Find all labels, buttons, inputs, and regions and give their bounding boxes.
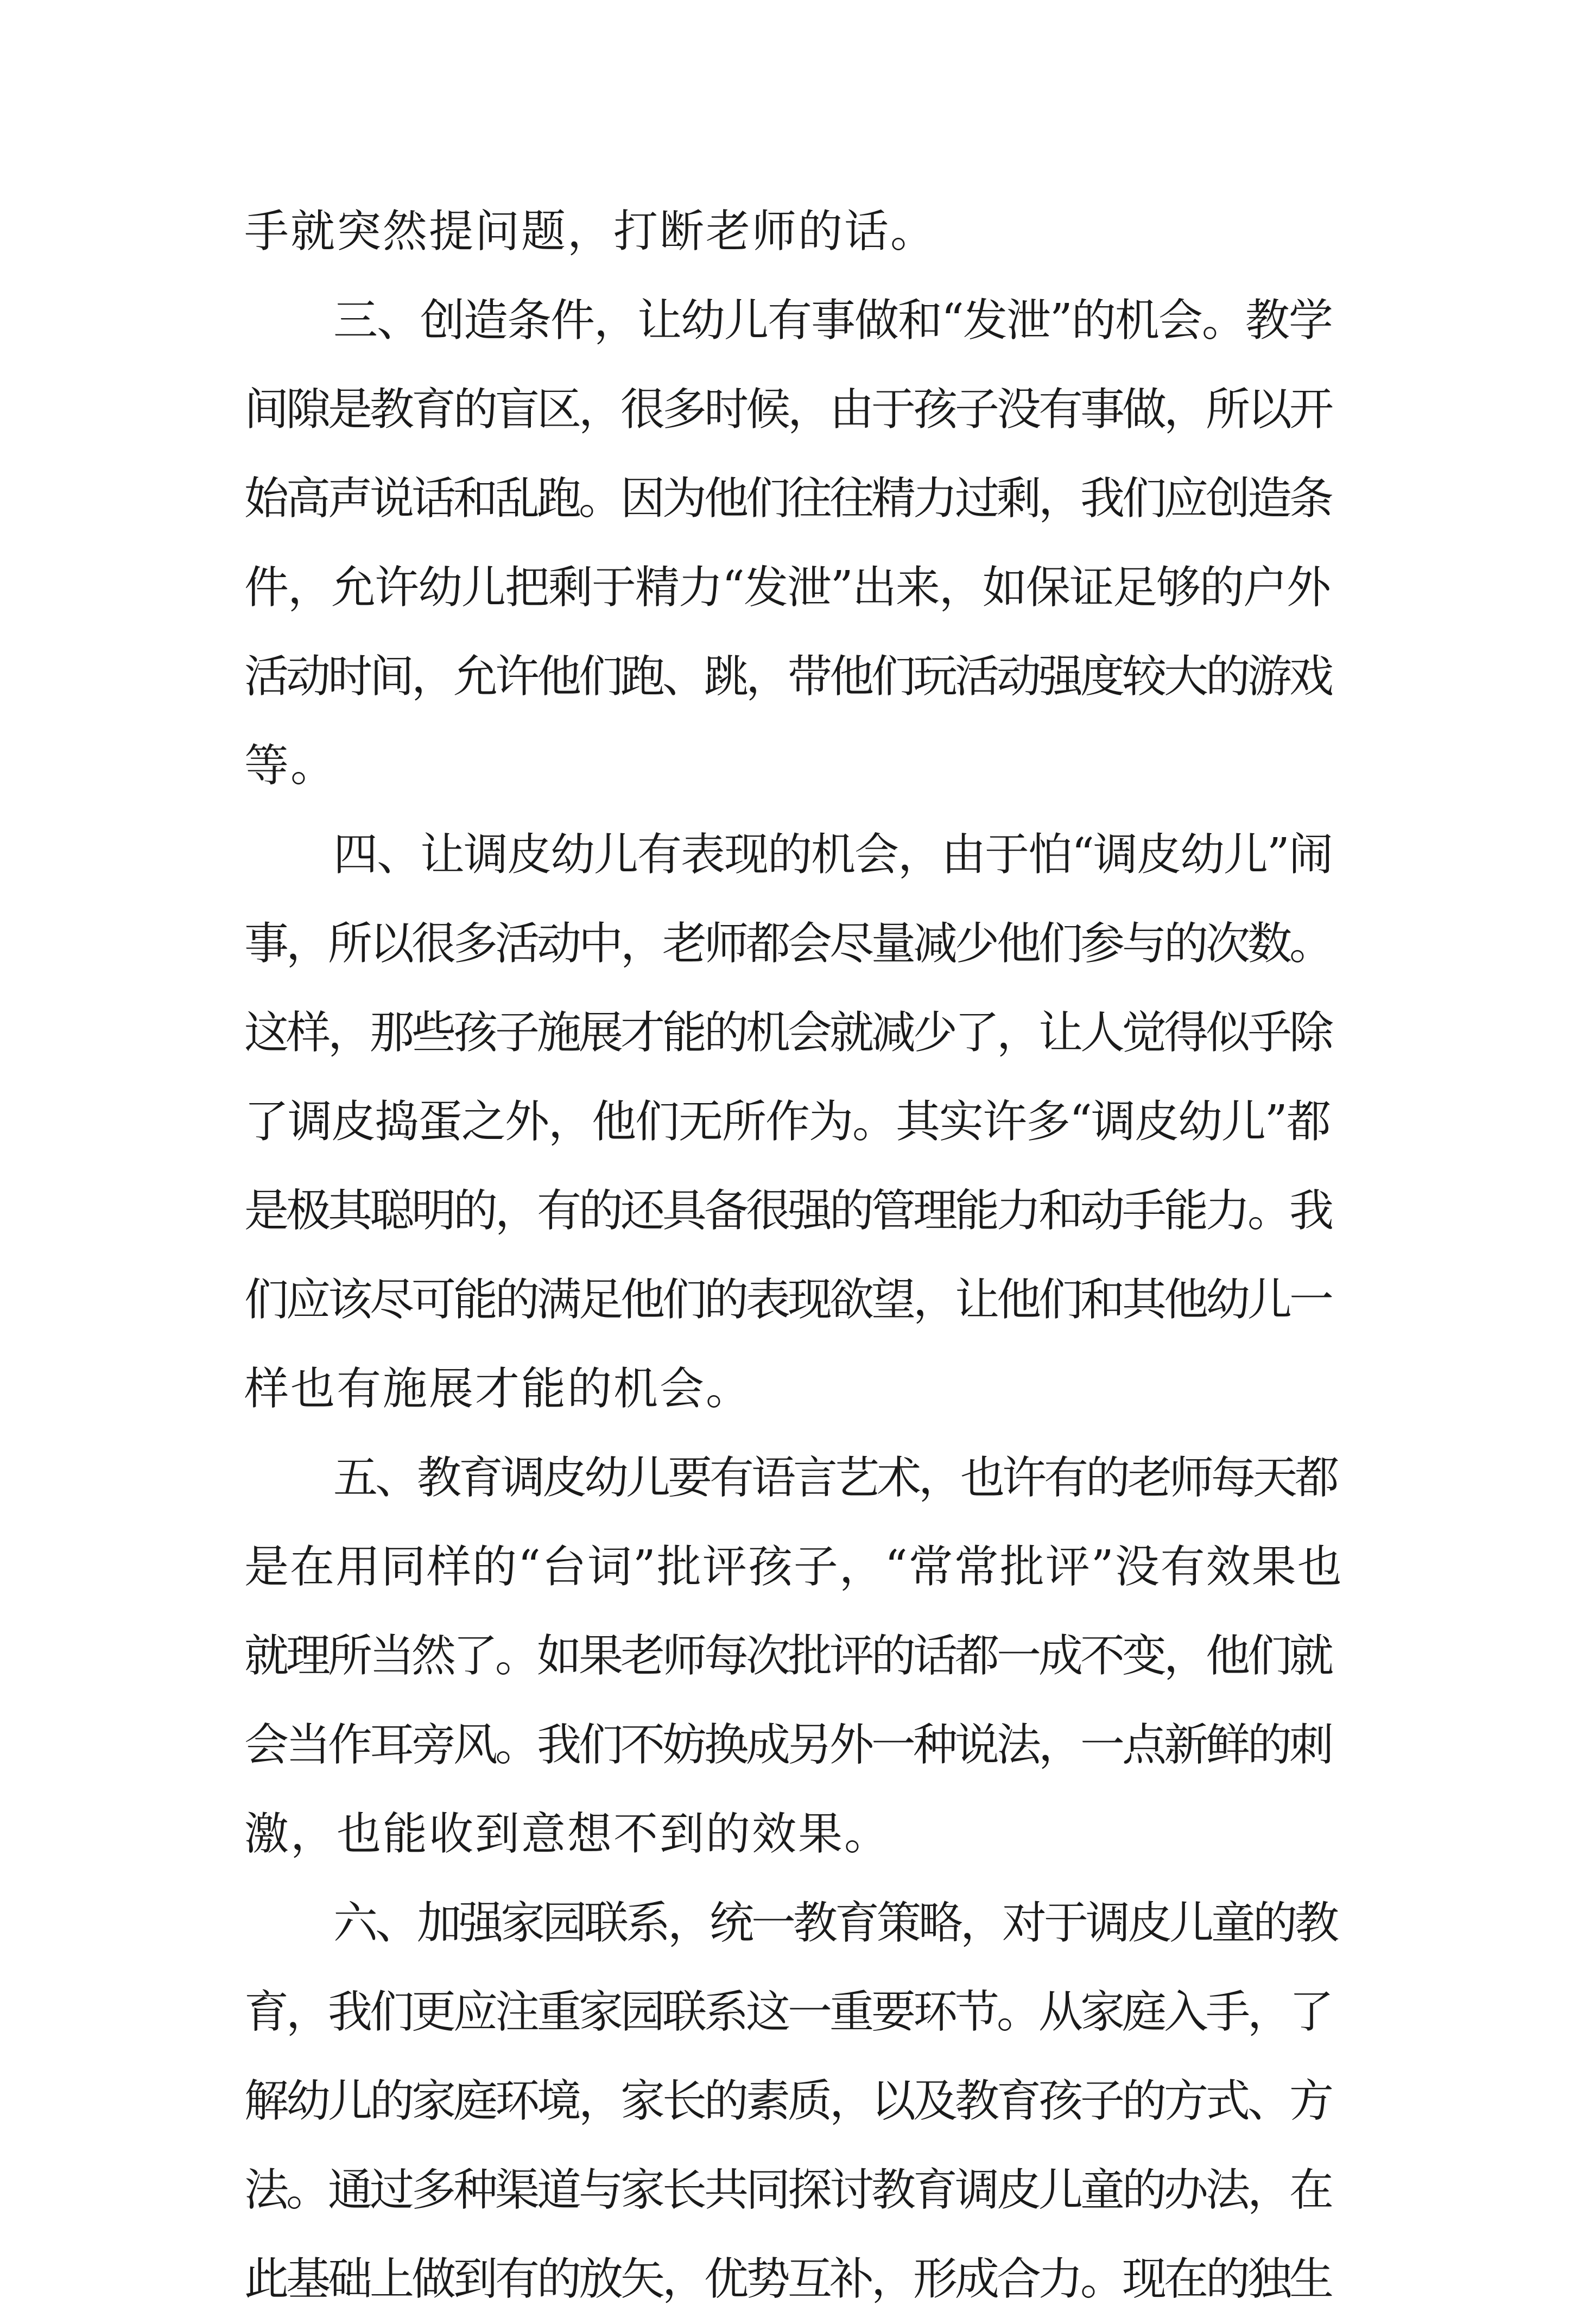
text-line: 四、让调皮幼儿有表现的机会，由于怕“调皮幼儿”闹 xyxy=(333,829,1332,881)
text-line: 活动时间，允许他们跑、跳，带他们玩活动强度较大的游戏 xyxy=(244,651,1332,702)
text-line: 是极其聪明的，有的还具备很强的管理能力和动手能力。我 xyxy=(244,1185,1332,1237)
text-line: 六、加强家园联系，统一教育策略，对于调皮儿童的教 xyxy=(333,1897,1337,1949)
text-line: 样也有施展才能的机会。 xyxy=(244,1363,752,1415)
text-line: 事，所以很多活动中，老师都会尽量减少他们参与的次数。 xyxy=(244,918,1332,970)
text-line: 们应该尽可能的满足他们的表现欲望，让他们和其他幼儿一 xyxy=(244,1274,1332,1326)
text-line: 是在用同样的“台词”批评孩子，“常常批评”没有效果也 xyxy=(244,1541,1343,1593)
text-line: 育，我们更应注重家园联系这一重要环节。从家庭入手，了 xyxy=(244,1986,1332,2038)
document-body xyxy=(244,187,1344,2324)
text-line: 件，允许幼儿把剩于精力“发泄”出来，如保证足够的户外 xyxy=(244,562,1330,613)
text-line: 间隙是教育的盲区，很多时候，由于孩子没有事做，所以开 xyxy=(244,384,1332,435)
text-line: 了调皮捣蛋之外，他们无所作为。其实许多“调皮幼儿”都 xyxy=(244,1096,1330,1148)
text-line: 五、教育调皮幼儿要有语言艺术，也许有的老师每天都 xyxy=(333,1452,1337,1504)
text-line: 这样，那些孩子施展才能的机会就减少了，让人觉得似乎除 xyxy=(244,1007,1332,1059)
text-line: 手就突然提问题，打断老师的话。 xyxy=(244,206,937,257)
text-line: 解幼儿的家庭环境，家长的素质，以及教育孩子的方式、方 xyxy=(244,2075,1332,2127)
text-line: 激，也能收到意想不到的效果。 xyxy=(244,1808,891,1860)
text-line: 法。通过多种渠道与家长共同探讨教育调皮儿童的办法，在 xyxy=(244,2164,1332,2216)
text-line: 会当作耳旁风。我们不妨换成另外一种说法，一点新鲜的刺 xyxy=(244,1719,1332,1771)
text-line: 就理所当然了。如果老师每次批评的话都一成不变，他们就 xyxy=(244,1630,1332,1682)
text-line: 三、创造条件，让幼儿有事做和“发泄”的机会。教学 xyxy=(333,295,1332,346)
text-line: 始高声说话和乱跑。因为他们往往精力过剩，我们应创造条 xyxy=(244,473,1332,524)
text-line: 等。 xyxy=(244,740,337,791)
text-line: 此基础上做到有的放矢，优势互补，形成合力。现在的独生 xyxy=(244,2253,1332,2305)
